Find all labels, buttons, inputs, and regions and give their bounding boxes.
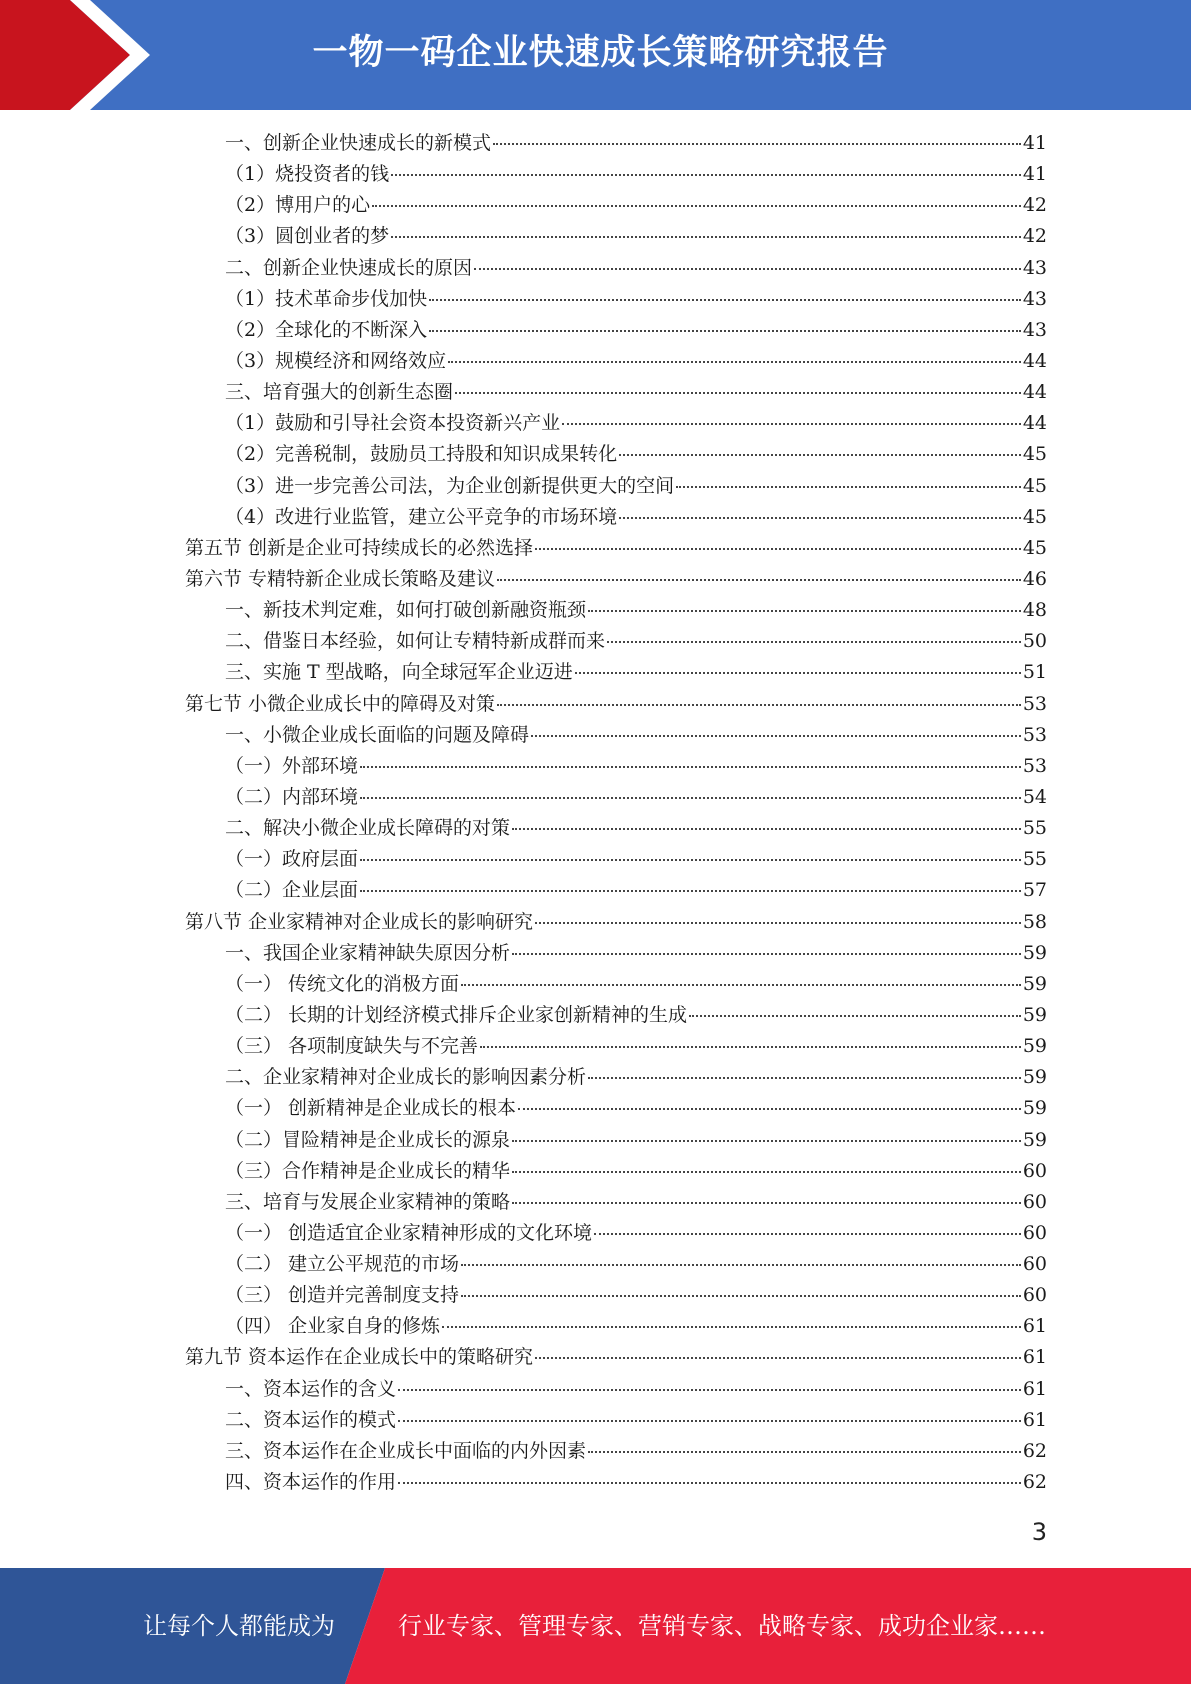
toc-entry-page: 45 [1022, 443, 1047, 466]
toc-entry[interactable] [185, 1467, 1047, 1498]
toc-entry-label: 第九节 资本运作在企业成长中的策略研究 [185, 1346, 534, 1369]
toc-entry[interactable] [185, 1187, 1047, 1218]
toc-dot-leader [535, 1357, 1021, 1359]
toc-dot-leader [588, 610, 1021, 612]
toc-entry-label: （3）规模经济和网络效应 [225, 349, 447, 372]
toc-entry-label: 一、新技术判定难，如何打破创新融资瓶颈 [225, 599, 587, 622]
toc-dot-leader [619, 454, 1021, 456]
toc-dot-leader [594, 1233, 1021, 1235]
toc-entry[interactable] [185, 1374, 1047, 1405]
toc-entry[interactable] [185, 1342, 1047, 1373]
toc-entry-page: 41 [1022, 132, 1047, 154]
toc-dot-leader [398, 1482, 1021, 1484]
toc-dot-leader [512, 953, 1021, 955]
toc-entry-page: 61 [1022, 1377, 1047, 1400]
toc-entry-label: 二、资本运作的模式 [225, 1408, 397, 1431]
toc-entry-label: （一）政府层面 [225, 848, 359, 871]
toc-entry-label: （一）外部环境 [225, 754, 359, 777]
toc-entry[interactable] [185, 938, 1047, 969]
toc-entry-label: 第六节 专精特新企业成长策略及建议 [185, 567, 496, 590]
toc-dot-leader [512, 1140, 1021, 1142]
toc-dot-leader [360, 797, 1021, 799]
toc-entry-page: 53 [1022, 754, 1047, 777]
toc-entry-label: （2）博用户的心 [225, 194, 371, 217]
toc-entry[interactable] [185, 1062, 1047, 1093]
toc-entry[interactable] [185, 1093, 1047, 1124]
toc-entry-label: 一、我国企业家精神缺失原因分析 [225, 941, 511, 964]
toc-entry-page: 59 [1022, 1035, 1047, 1058]
toc-entry-page: 54 [1022, 785, 1047, 808]
toc-entry-label: （三）合作精神是企业成长的精华 [225, 1159, 511, 1182]
toc-entry-page: 55 [1022, 817, 1047, 840]
toc-entry-label: 二、创新企业快速成长的原因 [225, 256, 473, 279]
toc-entry[interactable] [185, 1405, 1047, 1436]
toc-entry-label: 三、培育与发展企业家精神的策略 [225, 1190, 511, 1213]
toc-dot-leader [531, 735, 1021, 737]
toc-dot-leader [607, 641, 1021, 643]
footer-slogan-right: 行业专家、管理专家、营销专家、战略专家、成功企业家…… [398, 1612, 1046, 1640]
toc-dot-leader [480, 1046, 1021, 1048]
page-header [0, 0, 1191, 110]
toc-entry[interactable] [185, 1436, 1047, 1467]
footer-slogan-left: 让每个人都能成为 [143, 1612, 335, 1640]
toc-dot-leader [429, 330, 1021, 332]
toc-dot-leader [512, 1171, 1021, 1173]
toc-entry-page: 45 [1022, 474, 1047, 497]
toc-entry[interactable] [185, 502, 1047, 533]
toc-dot-leader [461, 984, 1021, 986]
toc-dot-leader [455, 392, 1021, 394]
toc-dot-leader [619, 517, 1021, 519]
toc-entry-page: 45 [1022, 505, 1047, 528]
toc-entry[interactable] [185, 439, 1047, 470]
toc-entry-page: 59 [1022, 1003, 1047, 1026]
toc-entry-page: 43 [1022, 256, 1047, 279]
toc-entry-label: 二、借鉴日本经验，如何让专精特新成群而来 [225, 630, 606, 653]
toc-entry[interactable] [185, 1311, 1047, 1342]
toc-entry-page: 59 [1022, 941, 1047, 964]
toc-entry-page: 59 [1022, 1128, 1047, 1151]
toc-dot-leader [535, 548, 1021, 550]
toc-entry[interactable] [185, 533, 1047, 564]
toc-entry[interactable] [185, 1218, 1047, 1249]
toc-dot-leader [535, 922, 1021, 924]
toc-dot-leader [391, 236, 1021, 238]
toc-entry[interactable] [185, 1125, 1047, 1156]
toc-entry[interactable] [185, 190, 1047, 221]
toc-entry-label: （二） 建立公平规范的市场 [225, 1253, 460, 1276]
toc-entry[interactable] [185, 377, 1047, 408]
toc-dot-leader [512, 828, 1021, 830]
toc-entry[interactable] [185, 844, 1047, 875]
toc-entry-label: 三、资本运作在企业成长中面临的内外因素 [225, 1439, 587, 1462]
toc-entry[interactable] [185, 471, 1047, 502]
toc-entry-page: 42 [1022, 225, 1047, 248]
toc-entry[interactable] [185, 689, 1047, 720]
toc-entry-page: 61 [1022, 1315, 1047, 1338]
toc-entry-label: （3）圆创业者的梦 [225, 225, 390, 248]
toc-entry-label: 一、创新企业快速成长的新模式 [225, 132, 492, 154]
toc-entry-page: 60 [1022, 1159, 1047, 1182]
toc-entry[interactable] [185, 284, 1047, 315]
toc-dot-leader [429, 299, 1021, 301]
toc-dot-leader [474, 268, 1021, 270]
toc-entry-label: 一、小微企业成长面临的问题及障碍 [225, 723, 530, 746]
toc-entry-label: 第五节 创新是企业可持续成长的必然选择 [185, 536, 534, 559]
toc-entry[interactable] [185, 720, 1047, 751]
toc-dot-leader [562, 423, 1021, 425]
toc-dot-leader [360, 890, 1021, 892]
toc-entry-label: （4）改进行业监管，建立公平竞争的市场环境 [225, 505, 618, 528]
toc-entry-page: 45 [1022, 536, 1047, 559]
toc-entry[interactable] [185, 253, 1047, 284]
toc-entry-label: （二） 长期的计划经济模式排斥企业家创新精神的生成 [225, 1003, 688, 1026]
toc-dot-leader [372, 205, 1021, 207]
toc-entry[interactable] [185, 128, 1047, 159]
toc-entry-page: 50 [1022, 630, 1047, 653]
toc-dot-leader [391, 174, 1021, 176]
toc-entry[interactable] [185, 564, 1047, 595]
toc-entry-label: 第八节 企业家精神对企业成长的影响研究 [185, 910, 534, 933]
toc-entry-label: （1）技术革命步伐加快 [225, 287, 428, 310]
table-of-contents [185, 128, 1047, 1498]
toc-entry-label: 一、资本运作的含义 [225, 1377, 397, 1400]
toc-dot-leader [497, 579, 1021, 581]
toc-entry-page: 43 [1022, 318, 1047, 341]
toc-entry-page: 44 [1022, 381, 1047, 404]
toc-dot-leader [461, 1264, 1021, 1266]
toc-entry[interactable] [185, 408, 1047, 439]
toc-entry[interactable] [185, 875, 1047, 906]
toc-entry-page: 41 [1022, 163, 1047, 186]
toc-entry-page: 44 [1022, 412, 1047, 435]
report-title: 一物一码企业快速成长策略研究报告 [312, 33, 889, 73]
toc-entry-label: （二）内部环境 [225, 785, 359, 808]
toc-entry-label: （二）冒险精神是企业成长的源泉 [225, 1128, 511, 1151]
toc-entry-label: （一） 传统文化的消极方面 [225, 972, 460, 995]
toc-entry-page: 53 [1022, 692, 1047, 715]
toc-entry-label: （四） 企业家自身的修炼 [225, 1315, 441, 1338]
toc-entry[interactable] [185, 346, 1047, 377]
toc-entry[interactable] [185, 626, 1047, 657]
toc-entry[interactable] [185, 595, 1047, 626]
toc-entry-page: 46 [1022, 567, 1047, 590]
toc-dot-leader [360, 859, 1021, 861]
toc-entry[interactable] [185, 159, 1047, 190]
toc-dot-leader [689, 1015, 1021, 1017]
toc-entry-page: 59 [1022, 972, 1047, 995]
toc-entry-label: （2）全球化的不断深入 [225, 318, 428, 341]
toc-entry-label: 四、资本运作的作用 [225, 1471, 397, 1494]
toc-entry[interactable] [185, 1280, 1047, 1311]
toc-entry-page: 48 [1022, 599, 1047, 622]
toc-entry-page: 42 [1022, 194, 1047, 217]
toc-dot-leader [575, 672, 1021, 674]
toc-entry-page: 60 [1022, 1284, 1047, 1307]
toc-dot-leader [497, 704, 1021, 706]
toc-dot-leader [588, 1451, 1021, 1453]
toc-dot-leader [676, 486, 1021, 488]
toc-entry[interactable] [185, 221, 1047, 252]
toc-entry-page: 60 [1022, 1253, 1047, 1276]
toc-entry-page: 61 [1022, 1408, 1047, 1431]
toc-entry-page: 44 [1022, 349, 1047, 372]
toc-entry[interactable] [185, 751, 1047, 782]
toc-entry-page: 57 [1022, 879, 1047, 902]
toc-entry-page: 62 [1022, 1471, 1047, 1494]
toc-entry[interactable] [185, 315, 1047, 346]
toc-entry-label: 二、企业家精神对企业成长的影响因素分析 [225, 1066, 587, 1089]
toc-entry[interactable] [185, 969, 1047, 1000]
toc-dot-leader [448, 361, 1021, 363]
toc-entry[interactable] [185, 1249, 1047, 1280]
toc-entry[interactable] [185, 813, 1047, 844]
toc-entry-page: 55 [1022, 848, 1047, 871]
toc-dot-leader [493, 143, 1021, 145]
toc-entry-label: 二、解决小微企业成长障碍的对策 [225, 817, 511, 840]
toc-entry-label: （1）鼓励和引导社会资本投资新兴产业 [225, 412, 561, 435]
toc-entry-page: 58 [1022, 910, 1047, 933]
toc-entry[interactable] [185, 1000, 1047, 1031]
toc-entry-label: （一） 创造适宜企业家精神形成的文化环境 [225, 1221, 593, 1244]
toc-entry[interactable] [185, 907, 1047, 938]
toc-entry-label: （二）企业层面 [225, 879, 359, 902]
toc-dot-leader [360, 766, 1021, 768]
toc-dot-leader [588, 1077, 1021, 1079]
toc-entry[interactable] [185, 657, 1047, 688]
page-number: 3 [1031, 1518, 1047, 1546]
toc-dot-leader [512, 1202, 1021, 1204]
toc-entry-page: 62 [1022, 1439, 1047, 1462]
toc-entry-label: （1）烧投资者的钱 [225, 163, 390, 186]
toc-entry[interactable] [185, 1156, 1047, 1187]
toc-entry-page: 51 [1022, 661, 1047, 684]
toc-entry-page: 43 [1022, 287, 1047, 310]
toc-entry-page: 53 [1022, 723, 1047, 746]
toc-entry-label: （2）完善税制，鼓励员工持股和知识成果转化 [225, 443, 618, 466]
toc-entry-label: 三、培育强大的创新生态圈 [225, 381, 454, 404]
toc-entry-page: 59 [1022, 1097, 1047, 1120]
toc-entry-label: （一） 创新精神是企业成长的根本 [225, 1097, 517, 1120]
toc-dot-leader [518, 1108, 1021, 1110]
toc-dot-leader [398, 1420, 1021, 1422]
toc-entry[interactable] [185, 782, 1047, 813]
toc-entry-label: （三） 创造并完善制度支持 [225, 1284, 460, 1307]
toc-entry-page: 61 [1022, 1346, 1047, 1369]
toc-entry-label: 第七节 小微企业成长中的障碍及对策 [185, 692, 496, 715]
toc-entry[interactable] [185, 1031, 1047, 1062]
toc-dot-leader [398, 1389, 1021, 1391]
toc-dot-leader [442, 1326, 1021, 1328]
toc-entry-page: 59 [1022, 1066, 1047, 1089]
toc-entry-page: 60 [1022, 1190, 1047, 1213]
toc-dot-leader [461, 1295, 1021, 1297]
toc-entry-page: 60 [1022, 1221, 1047, 1244]
toc-entry-label: （3）进一步完善公司法，为企业创新提供更大的空间 [225, 474, 675, 497]
toc-entry-label: （三） 各项制度缺失与不完善 [225, 1035, 479, 1058]
page-footer [0, 1568, 1191, 1684]
toc-entry-label: 三、实施 T 型战略，向全球冠军企业迈进 [225, 661, 573, 684]
